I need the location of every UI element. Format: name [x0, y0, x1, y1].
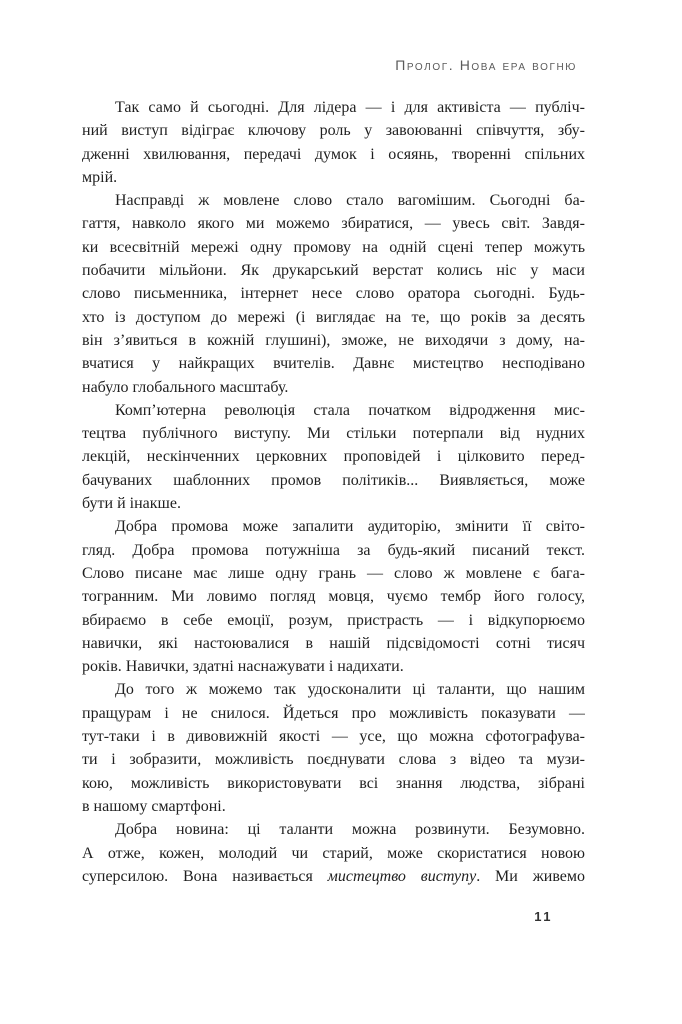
paragraph	[82, 96, 585, 189]
text-line: років. Навички, здатні наснажувати і надихати.	[82, 658, 404, 676]
text-line: лекцій, нескінченних церковних проповідей і цілковито перед-	[82, 448, 585, 466]
text-line: До того ж можемо так удосконалити ці таланти, що нашим	[115, 681, 585, 699]
text-line: хто із доступом до мережі (і виглядає на те, що років за десять	[82, 308, 585, 326]
italic-phrase: мистецтво виступу	[327, 867, 477, 885]
text-line: бачуваних шаблонних промов політиків... Виявляється, може	[82, 471, 585, 489]
paragraph	[82, 818, 585, 888]
text-run: суперсилою. Вона називається	[82, 867, 328, 885]
text-run: . Ми живемо	[476, 867, 585, 885]
text-line	[82, 865, 585, 888]
text-line: Насправді ж мовлене слово стало вагомішим. Сьогодні ба-	[115, 192, 585, 210]
text-line: тогранним. Ми ловимо погляд мовця, чуємо тембр його голосу,	[82, 588, 585, 606]
page-number: 11	[534, 909, 553, 924]
text-line: ти і зобразити, можливість поєднувати слова з відео та музи-	[82, 751, 585, 769]
text-line: бути й інакше.	[82, 495, 181, 513]
text-line: Так само й сьогодні. Для лідера — і для активіста — публіч-	[115, 99, 585, 116]
text-line: Добра новина: ці таланти можна розвинути. Безумовно.	[115, 821, 585, 839]
text-line: слово письменника, інтернет несе слово оратора сьогодні. Будь-	[82, 285, 585, 303]
text-line: гляд. Добра промова потужніша за будь-який писаний текст.	[82, 541, 585, 559]
text-line: в нашому смартфоні.	[82, 797, 226, 815]
text-line: він з’явиться в кожній глушині), зможе, не виходячи з дому, на-	[82, 331, 585, 349]
text-line: пращурам і не снилося. Йдеться про можливість показувати —	[82, 704, 585, 722]
text-line: вбираємо в себе емоції, розум, пристрасть — і відкупорюємо	[82, 611, 585, 629]
text-line: набуло глобального масштабу.	[82, 378, 289, 396]
text-line: ний виступ відіграє ключову роль у завоюванні співчуття, збу-	[82, 122, 585, 140]
text-line: побачити мільйони. Як друкарський верстат колись ніс у маси	[82, 262, 585, 280]
text-line: вчатися у найкращих вчителів. Давнє мистецтво несподівано	[82, 355, 585, 373]
text-line: ки всесвітній мережі одну промову на одній сцені тепер можуть	[82, 238, 585, 256]
text-line: тут-таки і в дивовижній якості — усе, що можна сфотографува-	[82, 728, 585, 746]
text-line: мрій.	[82, 168, 118, 186]
running-head: Пролог. Нова ера вогню	[395, 57, 577, 73]
text-line: навички, які настоювалися в нашій підсвідомості сотні тисяч	[82, 634, 585, 652]
text-line: кою, можливість використовувати всі знання людства, зібрані	[82, 774, 585, 792]
paragraph	[82, 678, 585, 818]
body-text	[82, 96, 585, 888]
text-line: тецтва публічного виступу. Ми стільки потерпали від нудних	[82, 425, 585, 443]
paragraph	[82, 189, 585, 399]
text-line: гаття, навколо якого ми можемо збиратися, — увесь світ. Завдя-	[82, 215, 585, 233]
text-line: Слово писане має лише одну грань — слово ж мовлене є бага-	[82, 564, 585, 582]
text-line: А отже, кожен, молодий чи старий, може скористатися новою	[82, 844, 585, 862]
paragraph	[82, 515, 585, 678]
text-line: дженні хвилювання, передачі думок і осяянь, творенні спільних	[82, 145, 585, 163]
paragraph	[82, 399, 585, 515]
text-line: Комп’ютерна революція стала початком відродження мис-	[115, 401, 585, 419]
text-line: Добра промова може запалити аудиторію, змінити її світо-	[115, 518, 585, 536]
